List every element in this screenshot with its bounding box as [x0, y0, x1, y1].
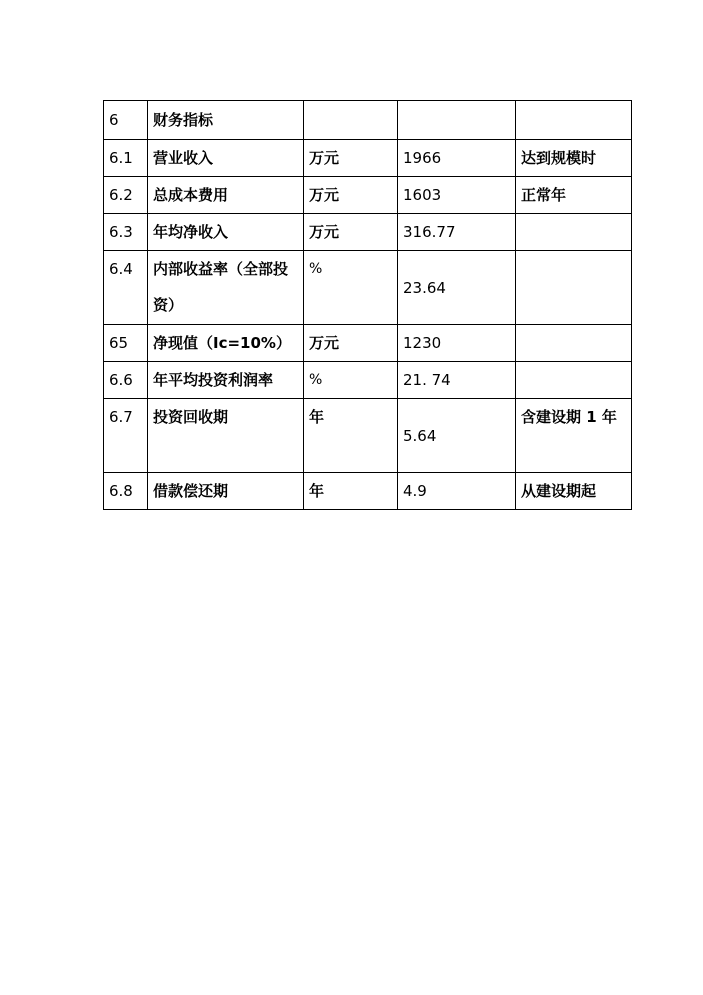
row-number: 6.8: [104, 473, 148, 510]
note-cell: [516, 362, 632, 399]
indicator-name: 内部收益率（全部投资）: [148, 251, 304, 325]
indicator-name: 年平均投资利润率: [148, 362, 304, 399]
table-row: [104, 325, 632, 362]
unit-cell: 万元: [304, 325, 398, 362]
note-cell: 从建设期起: [516, 473, 632, 510]
unit-cell: 万元: [304, 140, 398, 177]
value-cell: 5.64: [398, 399, 516, 473]
note-cell: 达到规模时: [516, 140, 632, 177]
value-cell: 1603: [398, 177, 516, 214]
note-cell: [516, 214, 632, 251]
row-number: 6: [104, 101, 148, 140]
unit-cell: 年: [304, 399, 398, 473]
row-number: 6.3: [104, 214, 148, 251]
value-cell: 1230: [398, 325, 516, 362]
note-cell: [516, 251, 632, 325]
value-cell: 4.9: [398, 473, 516, 510]
note-cell: [516, 325, 632, 362]
table-row: [104, 140, 632, 177]
financial-indicators-table: [103, 100, 632, 510]
unit-cell: 年: [304, 473, 398, 510]
row-number: 6.4: [104, 251, 148, 325]
note-cell: 正常年: [516, 177, 632, 214]
value-cell: 21. 74: [398, 362, 516, 399]
value-cell: 316.77: [398, 214, 516, 251]
note-cell: 含建设期 1 年: [516, 399, 632, 473]
value-cell: [398, 101, 516, 140]
unit-cell: 万元: [304, 214, 398, 251]
indicator-name: 净现值（Ic=10%）: [148, 325, 304, 362]
value-cell: 23.64: [398, 251, 516, 325]
note-cell: [516, 101, 632, 140]
indicator-name: 投资回收期: [148, 399, 304, 473]
table-row: [104, 214, 632, 251]
indicator-name: 年均净收入: [148, 214, 304, 251]
indicator-name: 营业收入: [148, 140, 304, 177]
indicator-name: 财务指标: [148, 101, 304, 140]
indicator-name: 总成本费用: [148, 177, 304, 214]
unit-cell: [304, 101, 398, 140]
table-row: [104, 399, 632, 473]
table-row: [104, 362, 632, 399]
row-number: 6.2: [104, 177, 148, 214]
row-number: 6.6: [104, 362, 148, 399]
table-row: [104, 473, 632, 510]
row-number: 65: [104, 325, 148, 362]
table-row: [104, 101, 632, 140]
unit-cell: %: [304, 251, 398, 325]
indicator-name: 借款偿还期: [148, 473, 304, 510]
row-number: 6.1: [104, 140, 148, 177]
unit-cell: %: [304, 362, 398, 399]
value-cell: 1966: [398, 140, 516, 177]
table-row: [104, 177, 632, 214]
row-number: 6.7: [104, 399, 148, 473]
table-row: [104, 251, 632, 325]
unit-cell: 万元: [304, 177, 398, 214]
